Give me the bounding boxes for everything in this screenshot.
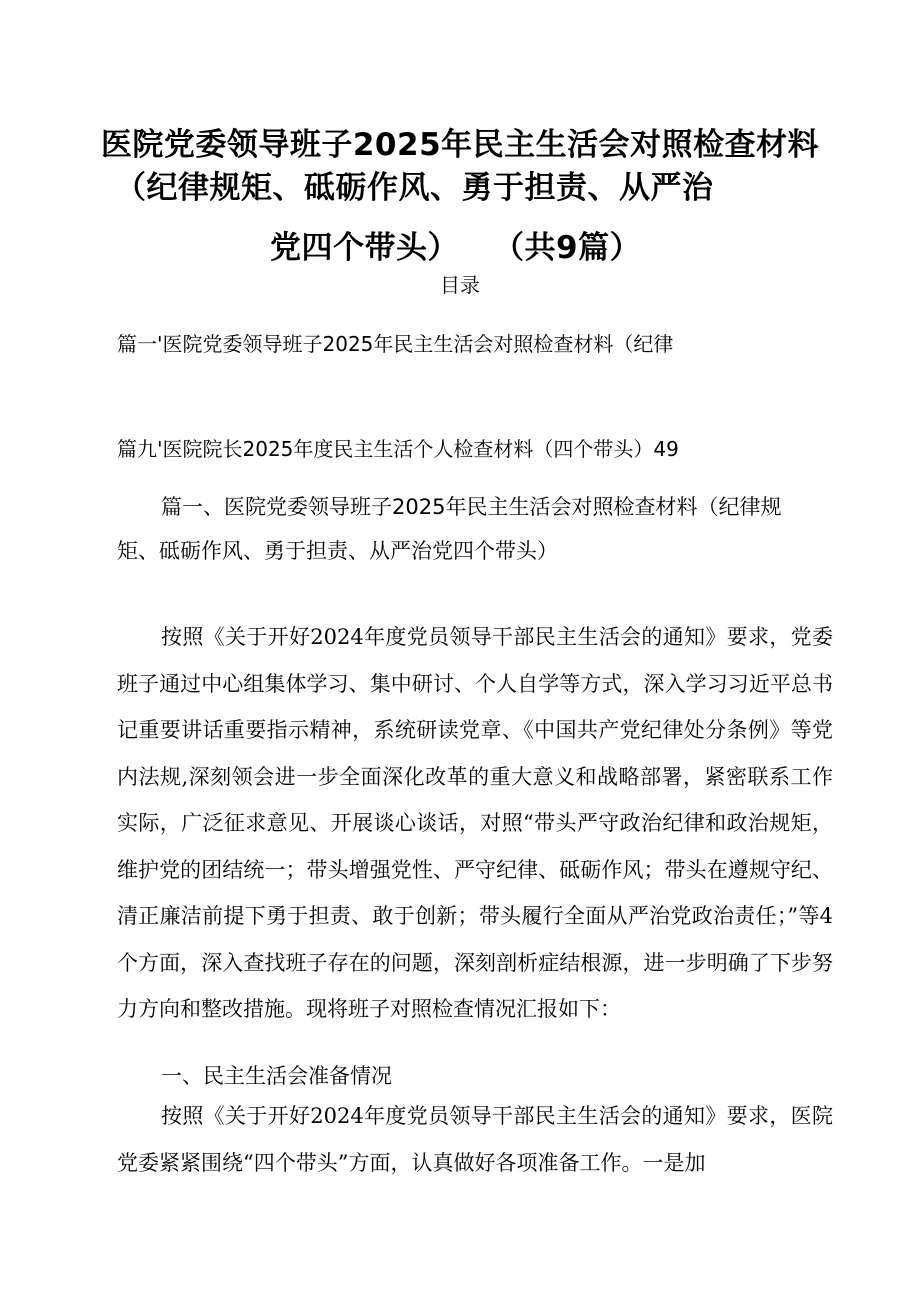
document-title-line2: （纪律规矩、砥砺作风、勇于担责、从严治 xyxy=(115,170,714,206)
toc-item-1[interactable]: 篇一'医院党委领导班子2025年民主生活会对照检查材料（纪律 xyxy=(117,332,674,356)
section-title-line1: 篇一、医院党委领导班子2025年民主生活会对照检查材料（纪律规 xyxy=(161,495,782,519)
toc-item-9[interactable]: 篇九'医院院长2025年度民主生活个人检查材料（四个带头）49 xyxy=(117,437,679,461)
document-title-line3-part2: （共9篇） xyxy=(493,230,642,266)
paragraph-2: 按照《关于开好2024年度党员领导干部民主生活会的通知》要求，医院党委紧紧围绕“四个带头”方面，认真做好各项准备工作。一是加 xyxy=(117,1104,833,1175)
document-title-line3 xyxy=(270,226,670,270)
paragraph-1: 按照《关于开好2024年度党员领导干部民主生活会的通知》要求，党委班子通过中心组集体学习、集中研讨、个人自学等方式，深入学习习近平总书记重要讲话重要指示精神，系统研读党章、《中国共产党纪律处分条例》等党内法规,深刻领会进一步全面深化改革的重大意义和战略部署，紧密联系工作实际，广泛征求意见、开展谈心谈话，对照“带头严守政治纪律和政治规矩，维护党的团结统一；带头增强党性、严守纪律、砥砺作风；带头在遵规守纪、清正廉洁前提下勇于担责、敢于创新；带头履行全面从严治党政治责任；”等4个方面，深入查找班子存在的问题，深刻剖析症结根源，进一步明确了下步努力方向和整改措施。现将班子对照检查情况汇报如下： xyxy=(117,625,833,1021)
document-title-line3-part1: 党四个带头） xyxy=(270,230,459,266)
section-heading-1: 一、民主生活会准备情况 xyxy=(161,1064,392,1088)
document-title-line1: 医院党委领导班子2025年民主生活会对照检查材料 xyxy=(100,127,820,163)
section-title xyxy=(117,485,833,573)
toc-heading: 目录 xyxy=(440,273,480,297)
section-title-line2: 矩、砥砺作风、勇于担责、从严治党四个带头） xyxy=(117,539,558,563)
